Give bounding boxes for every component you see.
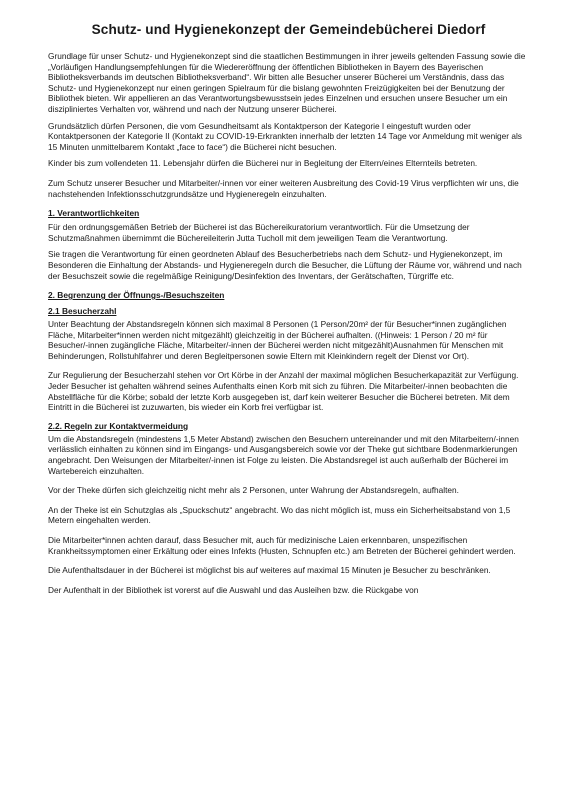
section-paragraph: Für den ordnungsgemäßen Betrieb der Bücherei ist das Büchereikuratorium verantwortlich. Für die Umsetzung der Schutzmaßnahmen übernimmt die Büchereileiterin Jutta Tucholl mit dem jeweiligen Team die Verantwortung.	[48, 222, 470, 243]
intro-paragraph: Kinder bis zum vollendeten 11. Lebensjahr dürfen die Bücherei nur in Begleitung der Eltern/eines Elternteils betreten.	[48, 158, 478, 169]
intro-paragraph: Zum Schutz unserer Besucher und Mitarbeiter/-innen vor einer weiteren Ausbreitung des Covid-19 Virus verpflichten wir uns, die nachstehenden Infektionsschutzgrundsätze und Hygieneregeln einzuhalten.	[48, 177, 519, 199]
section-paragraph: Vor der Theke dürfen sich gleichzeitig nicht mehr als 2 Personen, unter Wahrung der Abstandsregeln, aufhalten.	[48, 485, 459, 496]
section-heading-responsibilities: 1. Verantwortlichkeiten	[48, 208, 140, 219]
section-paragraph: Um die Abstandsregeln (mindestens 1,5 Meter Abstand) zwischen den Besuchern untereinander und mit den Mitarbeitern/-innen verlässlich einhalten zu können sind im Eingangs- und Ausgangsbereich sowie vor der Theke gut sichtbare Bodenmarkierungen angebracht. Den Weisungen der Mitarbeiter/-innen ist Folge zu leisten. Die Abstandsregel ist auch außerhalb der Bücherei im Wartebereich einzuhalten.	[48, 433, 519, 476]
intro-paragraph: Grundlage für unser Schutz- und Hygienekonzept sind die staatlichen Bestimmungen in ihrer jeweils geltenden Fassung sowie die „Vorläufigen Handlungsempfehlungen für die Wiedereröffnung der öffentlichen Bibliotheken in Bayern des Bayerischen Bibliotheksverbands im deutschen Bibliotheksverband“. Wir bitten alle Besucher unserer Bücherei um Verständnis, dass das Schutz- und Hygienekonzept nur einen geringen Spielraum für die bislang gewohnten Freizügigkeiten bei der Benutzung der Bibliothek bieten. Wir appellieren an das Verantwortungsbewusstsein jedes Einzelnen und ersuchen unsere Besucher um ein diszipliniertes Verhalten vor, während und nach der Nutzung unserer Bücherei.	[48, 51, 526, 114]
section-heading-opening-hours: 2. Begrenzung der Öffnungs-/Besuchszeiten	[48, 290, 225, 301]
section-paragraph: Die Mitarbeiter*innen achten darauf, dass Besucher mit, auch für medizinische Laien erkennbaren, unspezifischen Krankheitssymptomen einer Erkältung oder eines Infekts (Husten, Schnupfen etc.) am Betreten der Bücherei gehindert werden.	[48, 535, 516, 556]
intro-paragraph: Grundsätzlich dürfen Personen, die vom Gesundheitsamt als Kontaktperson der Kategorie I eingestuft wurden oder Kontaktpersonen der Kategorie II (Kontakt zu COVID-19-Erkrankten innerhalb der letzten 14 Tage vor Anmeldung mit weniger als 15 Minuten unmittelbarem Kontakt „face to face“) die Bücherei nicht besuchen.	[48, 120, 522, 152]
section-paragraph: Sie tragen die Verantwortung für einen geordneten Ablauf des Besucherbetriebs nach dem Schutz- und Hygienekonzept, im Besonderen die Einhaltung der Abstands- und Hygieneregeln durch die Besucher, die Lüftung der Räume vor, während und nach der Besuchszeit sowie die regelmäßige Reinigung/Desinfektion des Inventars, der Gerätschaften, Türgriffe etc.	[48, 249, 522, 281]
section-paragraph: Die Aufenthaltsdauer in der Bücherei ist möglichst bis auf weiteres auf maximal 15 Minuten je Besucher zu beschränken.	[48, 565, 491, 576]
section-paragraph: Unter Beachtung der Abstandsregeln können sich maximal 8 Personen (1 Person/20m² der für Besucher*innen zugänglichen Fläche, Mitarbeiter*innen werden nicht mitgezählt) gleichzeitig in der Bücherei aufhalten. ((Hinweis: 1 Person / 20 m² für Besucher/-innen zugängliche Fläche, Mitarbeiter/-innen der Bücherei werden nicht mitgezählt)Ausnahmen für Menschen mit Behinderungen, Rollstuhlfahrer und deren Begleitpersonen sowie Eltern mit Kleinkindern regelt der Dienst vor Ort).	[48, 319, 507, 361]
document-title: Schutz- und Hygienekonzept der Gemeindebücherei Diedorf	[91, 22, 486, 37]
section-paragraph: An der Theke ist ein Schutzglas als „Spuckschutz“ angebracht. Wo das nicht möglich ist, muss ein Sicherheitsabstand von 1,5 Metern eingehalten werden.	[48, 504, 511, 526]
subsection-heading-contact-rules: 2.2. Regeln zur Kontaktvermeidung	[48, 420, 189, 431]
section-paragraph: Der Aufenthalt in der Bibliothek ist vorerst auf die Auswahl und das Ausleihen bzw. die Rückgabe von	[48, 584, 419, 595]
subsection-heading-visitor-count: 2.1 Besucherzahl	[48, 306, 117, 317]
section-paragraph: Zur Regulierung der Besucherzahl stehen vor Ort Körbe in der Anzahl der maximal möglichen Besucherkapazität zur Verfügung. Jeder Besucher ist gehalten während seines Aufenthalts einen Korb mit sich zu führen. Die Mitarbeiter/-innen beobachten die Abstellfläche für die Körbe; sobald der letzte Korb ausgegeben ist, darf kein weiterer Besucher die Bücherei betreten. Mit dem Eintritt in die Bücherei ist zuzuwarten, bis wieder ein Korb frei verfügbar ist.	[48, 370, 519, 413]
